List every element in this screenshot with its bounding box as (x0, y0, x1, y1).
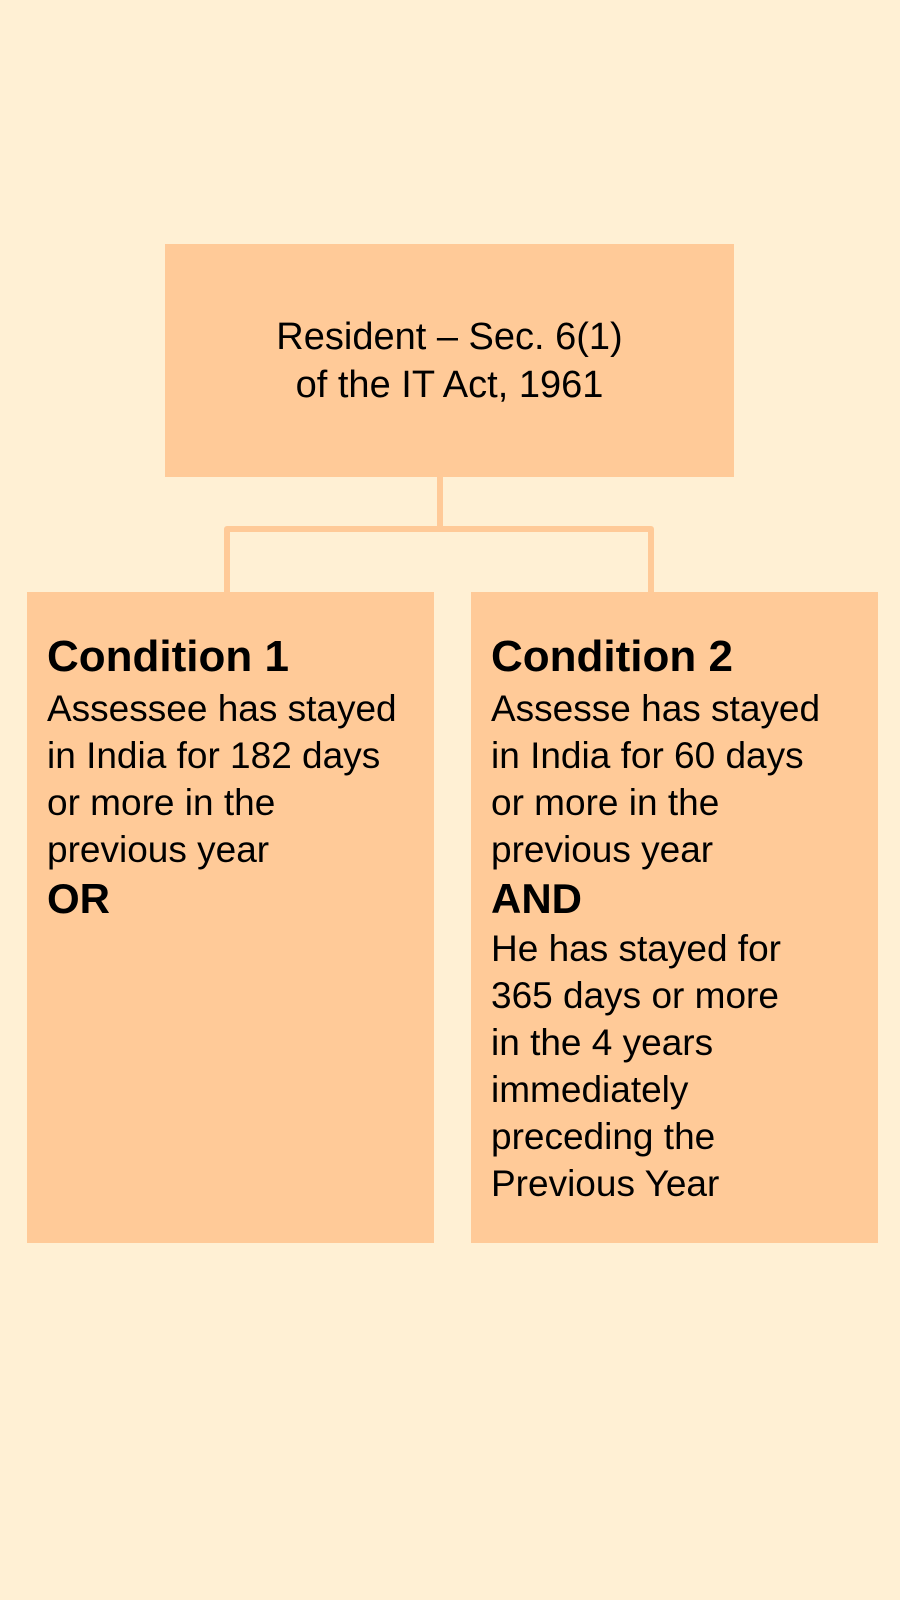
connector-branch (227, 529, 651, 592)
and-joiner: AND (491, 875, 582, 922)
condition-text-line: immediately (491, 1069, 689, 1110)
condition-text-line: in India for 60 days (491, 735, 804, 776)
condition-text-line: or more in the (491, 782, 720, 823)
resident-title (276, 313, 622, 409)
condition-2-title: Condition 2 (491, 632, 733, 681)
condition-text-line: in the 4 years (491, 1022, 714, 1063)
condition-text-line: Previous Year (491, 1163, 720, 1204)
condition-text-line: He has stayed for (491, 928, 781, 969)
condition-text-line: or more in the (47, 782, 276, 823)
condition-text-line: 365 days or more (491, 975, 779, 1016)
condition-1-title: Condition 1 (47, 632, 289, 681)
condition-text-line: Assessee has stayed (47, 688, 397, 729)
condition-2-extra-text (491, 925, 866, 1207)
condition-text-line: preceding the (491, 1116, 716, 1157)
condition-text-line: previous year (491, 829, 714, 870)
resident-title-line: Resident – Sec. 6(1) (276, 315, 623, 358)
condition-text-line: in India for 182 days (47, 735, 381, 776)
condition-2-text (491, 685, 866, 873)
condition-1-text (47, 685, 422, 873)
condition-text-line: previous year (47, 829, 270, 870)
condition-1-box (27, 592, 434, 1243)
resident-title-line: of the IT Act, 1961 (295, 363, 604, 406)
or-joiner: OR (47, 875, 110, 922)
resident-box (165, 244, 734, 477)
condition-2-box (471, 592, 878, 1243)
condition-text-line: Assesse has stayed (491, 688, 821, 729)
